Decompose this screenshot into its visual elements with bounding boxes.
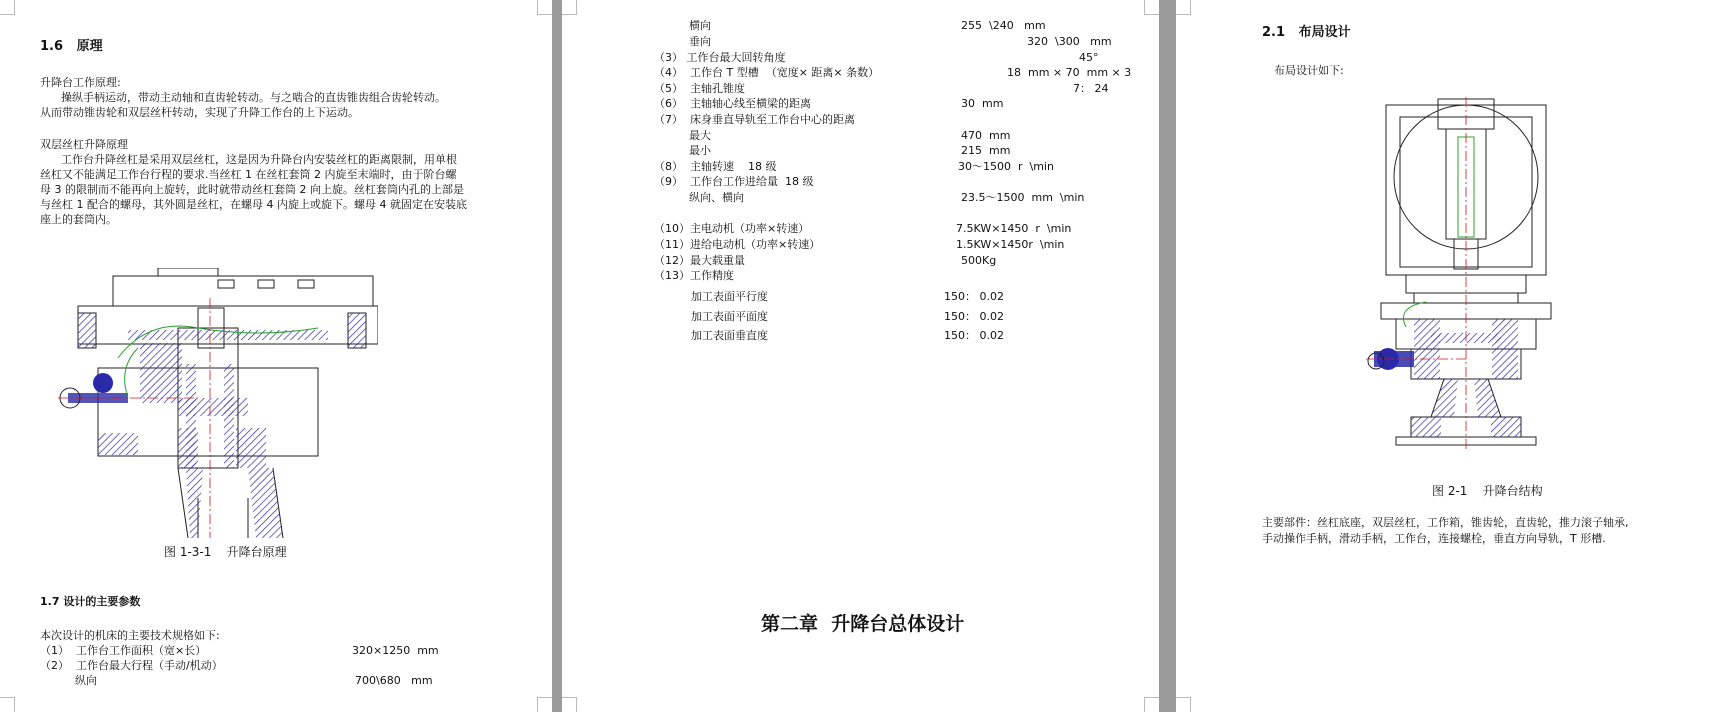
paragraph-line: 工作台升降丝杠是采用双层丝杠，这是因为升降台内安装丝杠的距离限制，用单根	[40, 153, 457, 166]
param-value: 30 mm	[961, 97, 1004, 110]
section-heading: 1.6 原理	[40, 39, 103, 54]
paragraph-line: 手动操作手柄，滑动手柄，工作台，连接螺栓，垂直方向导轨，T 形槽.	[1262, 532, 1606, 545]
crop-mark	[537, 0, 552, 15]
param-label: 横向	[654, 19, 711, 32]
param-value: 700\680 mm	[355, 674, 433, 687]
param-value: 320×1250 mm	[352, 644, 439, 657]
param-label: 纵向	[40, 674, 97, 687]
paragraph-line: 布局设计如下:	[1274, 64, 1344, 77]
precision-label: 加工表面平面度	[691, 310, 768, 323]
crop-mark	[1176, 0, 1191, 15]
param-label: 最大	[654, 129, 711, 142]
section-heading: 1.7 设计的主要参数	[40, 595, 141, 608]
param-label: （3） 工作台最大回转角度	[654, 51, 786, 64]
figure-caption: 图 1-3-1 升降台原理	[164, 545, 287, 559]
param-label: （10）主电动机（功率×转速）	[654, 222, 810, 235]
param-value: 320 \300 mm	[1027, 35, 1112, 48]
paragraph-line: 主要部件：丝杠底座，双层丝杠，工作箱，锥齿轮，直齿轮，推力滚子轴承,	[1262, 516, 1629, 529]
paragraph-line: 从而带动锥齿轮和双层丝杆转动，实现了升降工作台的上下运动。	[40, 106, 359, 119]
section-heading: 2.1 布局设计	[1262, 25, 1351, 40]
param-label: （9） 工作台工作进给量 18 级	[654, 175, 814, 188]
paragraph-title: 升降台工作原理:	[40, 76, 121, 89]
precision-label: 加工表面垂直度	[691, 329, 768, 342]
param-label: （4） 工作台 T 型槽 （宽度× 距离× 条数）	[654, 66, 880, 79]
param-label: （1） 工作台工作面积（宽×长）	[40, 644, 207, 657]
param-label: （5） 主轴孔锥度	[654, 82, 745, 95]
document-page-2	[562, 0, 1159, 712]
param-label: 垂向	[654, 35, 711, 48]
precision-label: 加工表面平行度	[691, 290, 768, 303]
param-value: 215 mm	[961, 144, 1011, 157]
param-label: （7） 床身垂直导轨至工作台中心的距离	[654, 113, 855, 126]
precision-value: 150： 0.02	[944, 329, 1004, 342]
param-value: 470 mm	[961, 129, 1011, 142]
precision-value: 150： 0.02	[944, 290, 1004, 303]
precision-value: 150： 0.02	[944, 310, 1004, 323]
crop-mark	[0, 0, 15, 15]
param-value: 500Kg	[961, 254, 997, 267]
chapter-title: 第二章 升降台总体设计	[761, 613, 965, 635]
param-label: 最小	[654, 144, 711, 157]
document-page-3	[1176, 0, 1716, 712]
param-label: 纵向、横向	[654, 191, 744, 204]
lift-principle-drawing	[58, 268, 378, 538]
crop-mark	[1144, 697, 1159, 712]
crop-mark	[1176, 697, 1191, 712]
param-label: （12）最大载重量	[654, 254, 745, 267]
lift-structure-drawing	[1366, 97, 1566, 452]
param-value: 45°	[1079, 51, 1099, 64]
param-value: 18 mm × 70 mm × 3	[1007, 66, 1132, 79]
param-label: （2） 工作台最大行程（手动/机动）	[40, 659, 223, 672]
param-value: 7.5KW×1450 r \min	[956, 222, 1072, 235]
crop-mark	[537, 697, 552, 712]
param-value: 7： 24	[1073, 82, 1109, 95]
paragraph-line: 操纵手柄运动，带动主动轴和直齿轮转动。与之啮合的直齿锥齿组合齿轮转动。	[40, 91, 446, 104]
paragraph-line: 丝杠又不能满足工作台行程的要求.当丝杠 1 在丝杠套筒 2 内旋至末端时，由于阶台螺	[40, 168, 457, 181]
crop-mark	[1144, 0, 1159, 15]
paragraph-title: 双层丝杠升降原理	[40, 138, 128, 151]
param-label: （8） 主轴转速 18 级	[654, 160, 777, 173]
param-value: 23.5～1500 mm \min	[961, 191, 1085, 204]
document-page-1	[0, 0, 552, 712]
figure-caption: 图 2-1 升降台结构	[1432, 484, 1543, 498]
crop-mark	[562, 697, 577, 712]
paragraph-line: 与丝杠 1 配合的螺母，其外圆是丝杠，在螺母 4 内旋上或旋下。螺母 4 就固定在安装底	[40, 198, 467, 211]
crop-mark	[562, 0, 577, 15]
param-value: 30～1500 r \min	[958, 160, 1054, 173]
paragraph-line: 座上的套筒内。	[40, 213, 117, 226]
param-label: （11）进给电动机（功率×转速）	[654, 238, 821, 251]
param-label: （13）工作精度	[654, 269, 734, 282]
crop-mark	[0, 697, 15, 712]
param-value: 1.5KW×1450r \min	[956, 238, 1065, 251]
param-value: 255 \240 mm	[961, 19, 1046, 32]
paragraph-line: 本次设计的机床的主要技术规格如下:	[40, 629, 220, 642]
param-label: （6） 主轴轴心线至横梁的距离	[654, 97, 811, 110]
paragraph-line: 母 3 的限制而不能再向上旋转，此时就带动丝杠套筒 2 向上旋。丝杠套筒内孔的上部是	[40, 183, 464, 196]
